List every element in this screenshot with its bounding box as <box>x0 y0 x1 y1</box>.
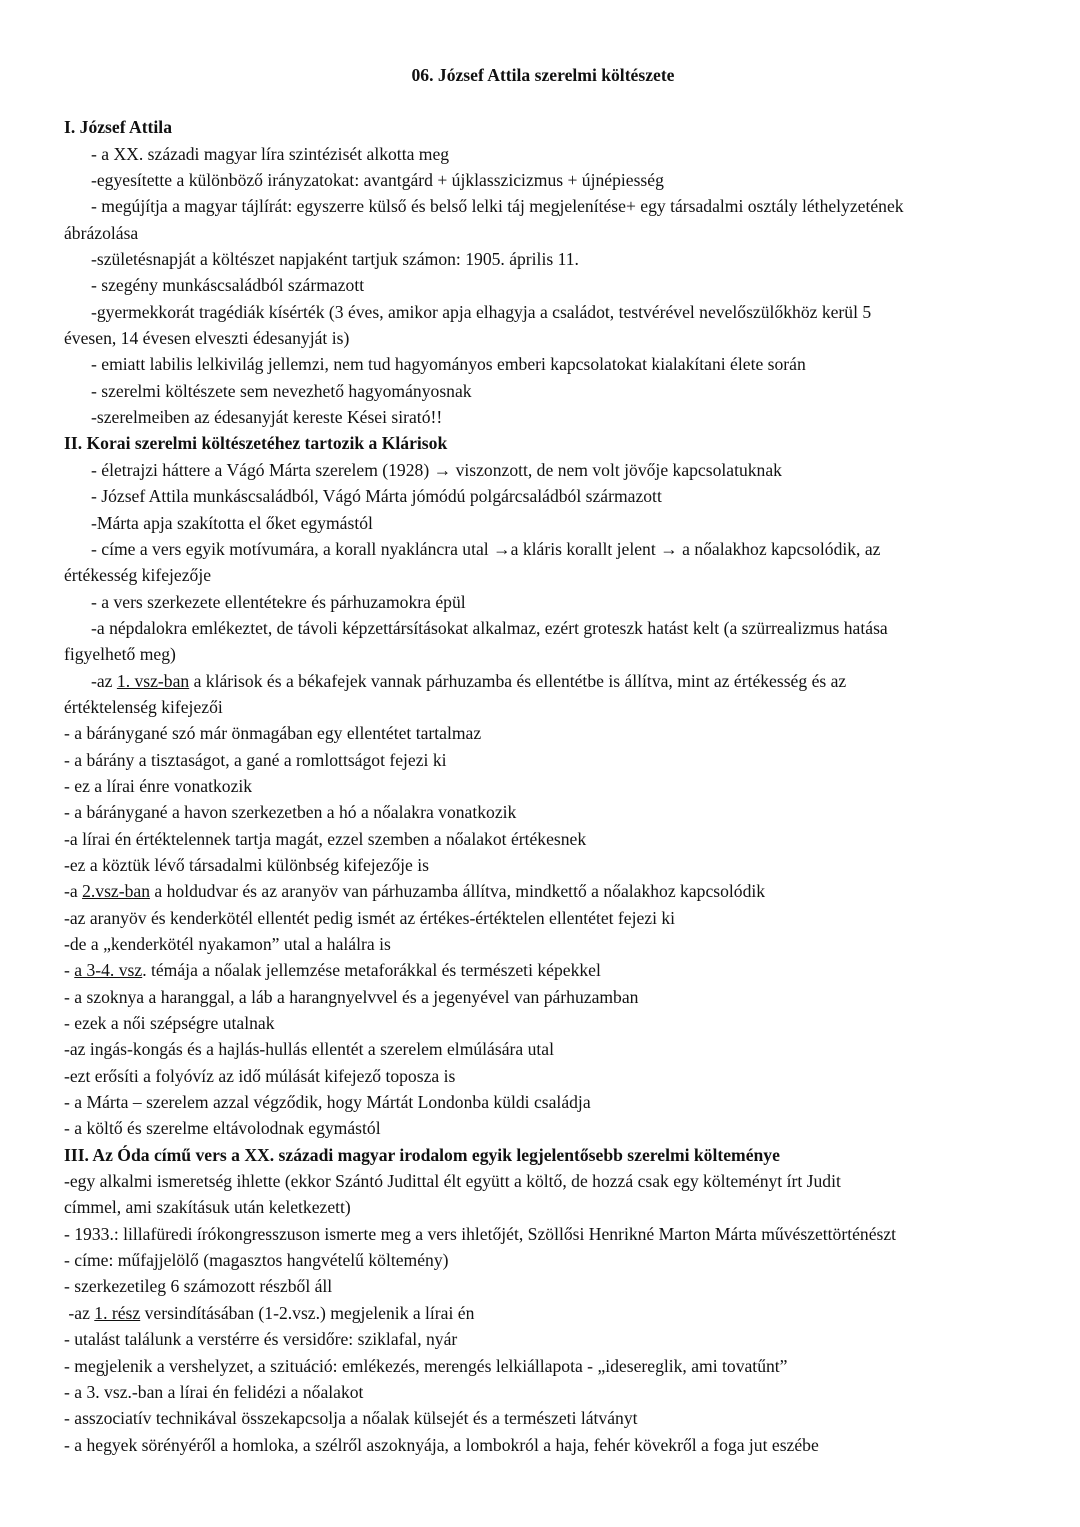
text-fragment: - <box>64 960 75 981</box>
text-line: - címe a vers egyik motívumára, a korall nyakláncra utal →a kláris korallt jelent → a nőalakhoz kapcsolódik, az <box>91 538 881 559</box>
text-line <box>64 668 1022 694</box>
text-line: - ez a lírai énre vonatkozik <box>64 775 253 796</box>
text-fragment: -az <box>64 1302 95 1323</box>
text-line: - emiatt labilis lelkivilág jellemzi, nem tud hagyományos emberi kapcsolatokat kialakítani élete során <box>91 354 806 375</box>
text-line: - szegény munkáscsaládból származott <box>91 275 365 296</box>
text-line: - asszociatív technikával összekapcsolja a nőalak külsejét és a természeti látványt <box>64 1408 638 1429</box>
text-line: - szerkezetileg 6 számozott részből áll <box>64 1276 333 1297</box>
section-heading-2: II. Korai szerelmi költészetéhez tartozik a Klárisok <box>64 433 448 454</box>
text-line: évesen, 14 évesen elveszti édesanyját is) <box>64 328 350 349</box>
text-line: - a vers szerkezete ellentétekre és párhuzamokra épül <box>91 591 466 612</box>
text-line <box>64 957 1022 983</box>
text-line: - a báránygané szó már önmagában egy ellentétet tartalmaz <box>64 723 482 744</box>
text-line: - a költő és szerelme eltávolodnak egymástól <box>64 1118 381 1139</box>
underlined-text: a 3-4. vsz <box>74 960 143 981</box>
text-line: - 1933.: lillafüredi írókongresszuson ismerte meg a vers ihletőjét, Szöllősi Henrikné Marton Márta művészettörténészt <box>64 1223 897 1244</box>
text-fragment: a klárisok és a békafejek vannak párhuzamba és ellentétbe is állítva, mint az értékesség és az <box>189 670 847 691</box>
text-line: -az aranyöv és kenderkötél ellentét pedig ismét az értékes-értéktelen ellentétet fejezi ki <box>64 907 676 928</box>
text-line: -egyesítette a különböző irányzatokat: avantgárd + újklasszicizmus + újnépiesség <box>91 170 664 191</box>
underlined-text: 2.vsz-ban <box>82 881 150 902</box>
text-line: címmel, ami szakításuk után keletkezett) <box>64 1197 351 1218</box>
text-line: - életrajzi háttere a Vágó Márta szerelem (1928) → viszonzott, de nem volt jövője kapcsolatuknak <box>91 459 782 480</box>
text-line: - a 3. vsz.-ban a lírai én felidézi a nőalakot <box>64 1381 364 1402</box>
text-line: -gyermekkorát tragédiák kísérték (3 éves, amikor apja elhagyja a családot, testvérével nevelőszülőkhöz kerül 5 <box>91 301 872 322</box>
text-line: -egy alkalmi ismeretség ihlette (ekkor Szántó Judittal élt együtt a költő, de hozzá csak egy költeményt írt Judit <box>64 1171 841 1192</box>
text-line: - a báránygané a havon szerkezetben a hó a nőalakra vonatkozik <box>64 802 517 823</box>
text-line: -születésnapját a költészet napjaként tartjuk számon: 1905. április 11. <box>91 249 579 270</box>
text-fragment: a holdudvar és az aranyöv van párhuzamba állítva, mindkettő a nőalakhoz kapcsolódik <box>150 881 766 902</box>
underlined-text: 1. rész <box>94 1302 141 1323</box>
text-line: - a szoknya a haranggal, a láb a harangnyelvvel és a jegenyével van párhuzamban <box>64 986 639 1007</box>
text-line: -de a „kenderkötél nyakamon” utal a halálra is <box>64 934 391 954</box>
text-line: értékesség kifejezője <box>64 565 212 586</box>
text-line: -ez a köztük lévő társadalmi különbség kifejezője is <box>64 854 429 875</box>
text-line: -Márta apja szakította el őket egymástól <box>91 512 373 533</box>
text-line: - utalást találunk a verstérre és versidőre: sziklafal, nyár <box>64 1329 458 1350</box>
text-line: - a hegyek sörényéről a homloka, a szélről aszoknyája, a lombokról a haja, fehér kövekről a foga jut eszébe <box>64 1434 819 1455</box>
text-line: ábrázolása <box>64 222 139 243</box>
text-line: - József Attila munkáscsaládból, Vágó Márta jómódú polgárcsaládból származott <box>91 486 662 507</box>
section-heading-1: I. József Attila <box>64 117 172 138</box>
text-line: - a XX. századi magyar líra szintézisét alkotta meg <box>91 143 450 164</box>
text-fragment: versindításában (1-2.vsz.) megjelenik a lírai én <box>140 1302 475 1323</box>
text-line: - címe: műfajjelölő (magasztos hangvételű költemény) <box>64 1250 449 1271</box>
text-line <box>64 878 1022 904</box>
text-line: - a bárány a tisztaságot, a gané a romlottságot fejezi ki <box>64 749 447 770</box>
text-line: -a lírai én értéktelennek tartja magát, ezzel szemben a nőalakot értékesnek <box>64 828 587 849</box>
text-fragment: . témája a nőalak jellemzése metaforákkal és természeti képekkel <box>142 960 601 981</box>
text-fragment: -a <box>64 881 83 902</box>
text-line: - megújítja a magyar tájlírát: egyszerre külső és belső lelki táj megjelenítése+ egy társadalmi osztály léthelyzetének <box>91 196 904 217</box>
underlined-text: 1. vsz-ban <box>116 670 190 691</box>
text-line <box>64 1300 1022 1326</box>
text-line: figyelhető meg) <box>64 644 176 665</box>
text-line: - ezek a női szépségre utalnak <box>64 1013 275 1034</box>
text-line: -ezt erősíti a folyóvíz az idő múlását kifejező toposza is <box>64 1065 456 1086</box>
text-line: - a Márta – szerelem azzal végződik, hogy Mártát Londonba küldi családja <box>64 1092 591 1113</box>
text-fragment: -az <box>91 670 117 691</box>
text-line: -az ingás-kongás és a hajlás-hullás ellentét a szerelem elmúlására utal <box>64 1039 554 1060</box>
text-line: -a népdalokra emlékeztet, de távoli képzettársításokat alkalmaz, ezért groteszk hatást kelt (a szürrealizmus hatása <box>91 617 888 638</box>
text-line: - megjelenik a vershelyzet, a szituáció: emlékezés, merengés lelkiállapota - „idesereglik, ami tovatűnt” <box>64 1355 788 1376</box>
text-line: -szerelmeiben az édesanyját kereste Kései sirató!! <box>91 407 443 428</box>
page-title: 06. József Attila szerelmi költészete <box>411 65 675 85</box>
text-line: - szerelmi költészete sem nevezhető hagyományosnak <box>91 380 472 401</box>
text-line: értéktelenség kifejezői <box>64 696 223 717</box>
section-heading-3: III. Az Óda című vers a XX. századi magyar irodalom egyik legjelentősebb szerelmi költeménye <box>64 1144 780 1165</box>
